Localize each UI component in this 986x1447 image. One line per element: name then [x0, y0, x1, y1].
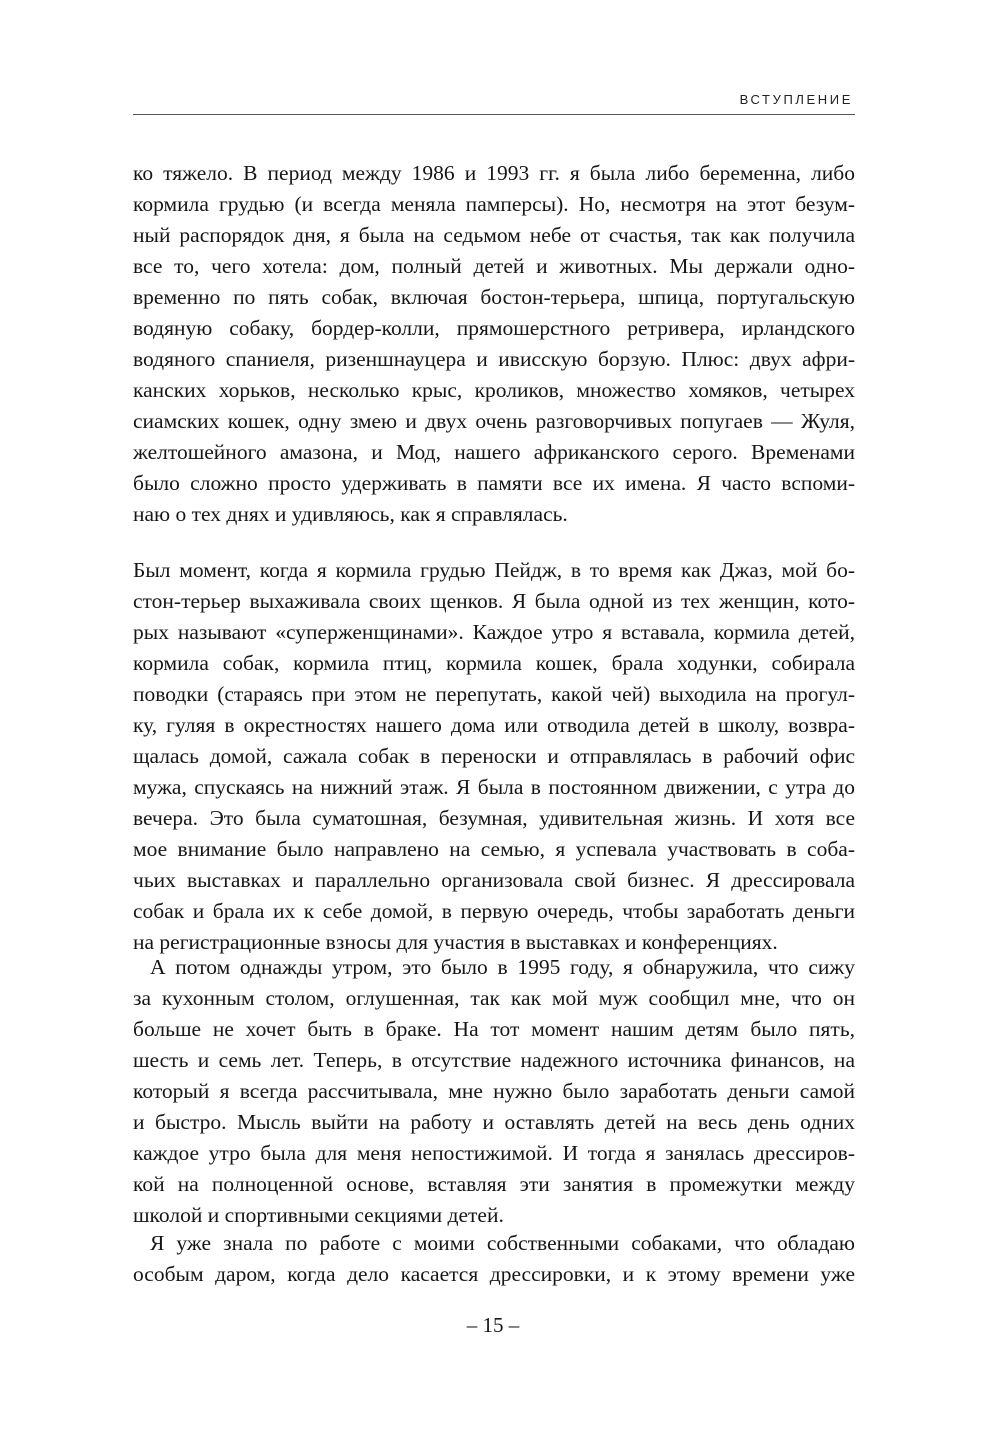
- text-line: кормила собак, кормила птиц, кормила кошек, брала ходунки, собирала: [133, 651, 855, 675]
- text-line: мое внимание было направлено на семью, я успевала участвовать в соба-: [133, 837, 855, 861]
- text-line: кормила грудью (и всегда меняла памперсы). Но, несмотря на этот безум-: [133, 192, 855, 216]
- text-line: водяного спаниеля, ризеншнауцера и ивисскую борзую. Плюс: двух афри-: [133, 347, 855, 371]
- text-line: который я всегда рассчитывала, мне нужно было заработать деньги самой: [133, 1079, 855, 1103]
- text-line: наю о тех днях и удивляюсь, как я справлялась.: [133, 502, 568, 526]
- text-line: желтошейного амазона, и Мод, нашего африканского серого. Временами: [133, 440, 855, 464]
- paragraph-2: [133, 555, 855, 958]
- text-line: водяную собаку, бордер-колли, прямошерстного ретривера, ирландского: [133, 316, 855, 340]
- text-line: ку, гуляя в окрестностях нашего дома или отводила детей в школу, возвра-: [133, 713, 855, 737]
- text-line: шесть и семь лет. Теперь, в отсутствие надежного источника финансов, на: [133, 1048, 855, 1072]
- page-number: – 15 –: [466, 1313, 520, 1337]
- text-line: все то, чего хотела: дом, полный детей и животных. Мы держали одно-: [133, 254, 855, 278]
- text-line: канских хорьков, несколько крыс, кроликов, множество хомяков, четырех: [133, 378, 855, 402]
- text-line: поводки (стараясь при этом не перепутать, какой чей) выходила на прогул-: [133, 682, 855, 706]
- text-line: щалась домой, сажала собак в переноски и отправлялась в рабочий офис: [133, 744, 855, 768]
- text-line: мужа, спускаясь на нижний этаж. Я была в постоянном движении, с утра до: [133, 775, 855, 799]
- text-line: чьих выставках и параллельно организовала свой бизнес. Я дрессировала: [133, 868, 855, 892]
- paragraph-4: [133, 1228, 855, 1290]
- text-line: Я уже знала по работе с моими собственными собаками, что обладаю: [150, 1231, 855, 1255]
- text-line: больше не хочет быть в браке. На тот момент нашим детям было пять,: [133, 1017, 855, 1041]
- text-line: особым даром, когда дело касается дрессировки, и к этому времени уже: [133, 1262, 855, 1286]
- text-line: на регистрационные взносы для участия в выставках и конференциях.: [133, 930, 778, 954]
- text-line: вечера. Это была суматошная, безумная, удивительная жизнь. И хотя все: [133, 806, 855, 830]
- running-head: [133, 88, 855, 115]
- text-line: школой и спортивными секциями детей.: [133, 1203, 504, 1227]
- paragraph-1: [133, 158, 855, 530]
- text-line: было сложно просто удерживать в памяти все их имена. Я часто вспоми-: [133, 471, 855, 495]
- text-line: кой на полноценной основе, вставляя эти занятия в промежутки между: [133, 1172, 855, 1196]
- running-head-title: ВСТУПЛЕНИЕ: [739, 92, 853, 107]
- text-line: сиамских кошек, одну змею и двух очень разговорчивых попугаев — Жуля,: [133, 409, 855, 433]
- text-line: Был момент, когда я кормила грудью Пейдж, в то время как Джаз, мой бо-: [133, 558, 855, 582]
- text-line: А потом однажды утром, это было в 1995 году, я обнаружила, что сижу: [150, 955, 855, 979]
- text-line: рых называют «суперженщинами». Каждое утро я вставала, кормила детей,: [133, 620, 855, 644]
- text-line: ный распорядок дня, я была на седьмом небе от счастья, так как получила: [133, 223, 855, 247]
- text-line: собак и брала их к себе домой, в первую очередь, чтобы заработать деньги: [133, 899, 855, 923]
- text-line: ко тяжело. В период между 1986 и 1993 гг. я была либо беременна, либо: [133, 161, 855, 185]
- text-line: и быстро. Мысль выйти на работу и оставлять детей на весь день одних: [133, 1110, 855, 1134]
- text-line: за кухонным столом, оглушенная, так как мой муж сообщил мне, что он: [133, 986, 855, 1010]
- text-line: каждое утро была для меня непостижимой. И тогда я занялась дрессиров-: [133, 1141, 855, 1165]
- text-line: временно по пять собак, включая бостон-терьера, шпица, португальскую: [133, 285, 855, 309]
- paragraph-3: [133, 952, 855, 1231]
- text-line: стон-терьер выхаживала своих щенков. Я была одной из тех женщин, кото-: [133, 589, 855, 613]
